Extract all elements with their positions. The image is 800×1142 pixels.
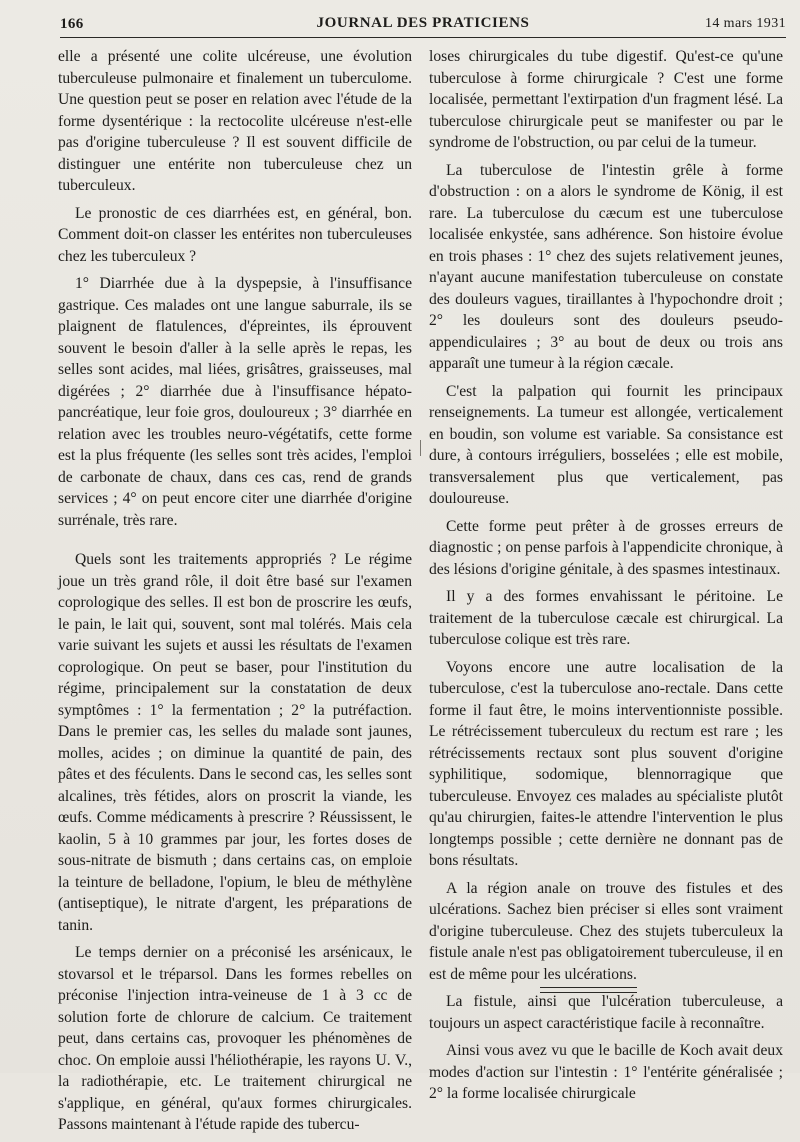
column-separator-mark (420, 440, 421, 456)
right-column (429, 46, 783, 1111)
paragraph: loses chirurgicales du tube digestif. Qu'est-ce qu'une tuberculose à forme chirurgicale ? C'est une forme localisée, permettant l'extirpation d'un fragment lésé. La tuberculose chirurgicale peut se manifester ou par le syndrome de l'obstruction, ou par celui de la tumeur. (429, 48, 783, 151)
paragraph: Quels sont les traitements appropriés ? Le régime joue un très grand rôle, il doit être basé sur l'examen coprologique des selles. Il est bon de proscrire les œufs, le pain, le lait qui, souvent, sont mal tolérés. Mais cela varie suivant les sujets et aussi les résultats de l'examen coprologique. On peut se baser, pour l'institution du régime, principalement sur la constatation de deux symptômes : 1° la fermentation ; 2° la putréfaction. Dans le premier cas, les selles du malade sont jaunes, molles, acides ; on diminue la quantité de pain, des pâtes et des féculents. Dans le second cas, les selles sont alcalines, très fétides, alors on proscrit la viande, les œufs. Comme médicaments à prescrire ? Réussissent, le kaolin, 5 à 10 grammes par jour, les fortes doses de sous-nitrate de bismuth ; dans certains cas, on emploie la teinture de belladone, l'opium, le bleu de méthylène (antiseptique), le nitrate d'argent, les préparations de tanin. (58, 551, 412, 934)
paragraph: A la région anale on trouve des fistules et des ulcérations. Sachez bien préciser si elles sont vraiment d'origine tuberculeuse. Chez des stujets tuberculeux la fistule anale n'est pas obligatoirement tuberculeuse, il en est de même pour les ulcérations. (429, 879, 783, 983)
paragraph: La fistule, ainsi que l'ulcération tuberculeuse, a toujours un aspect caractéristique facile à reconnaître. (429, 993, 783, 1032)
page-number: 166 (60, 16, 84, 32)
journal-title: JOURNAL DES PRATICIENS (316, 15, 530, 31)
paragraph: Il y a des formes envahissant le péritoine. Le traitement de la tuberculose cæcale est chirurgical. La tuberculose colique est très rare. (429, 588, 783, 648)
paragraph: Cette forme peut prêter à de grosses erreurs de diagnostic ; on pense parfois à l'appendicite chronique, à des lésions d'origine génitale, à des spasmes intestinaux. (429, 517, 783, 578)
paragraph: Voyons encore une autre localisation de la tuberculose, c'est la tuberculose ano-rectale. Dans cette forme il faut être, le moins interventionniste possible. Le rétrécissement tuberculeux du rectum est rare ; les rétrécissements rectaux sont plus souvent d'origine syphilitique, sodomique, blennorragique que tuberculeuse. Envoyez ces malades au spécialiste plutôt qu'au chirurgien, faites-le attendre l'intervention le plus longtemps possible ; cette dernière ne donnant pas de bons résultats. (429, 658, 783, 869)
paragraph: Le temps dernier on a préconisé les arsénicaux, le stovarsol et le tréparsol. Dans les formes rebelles on préconise l'injection intra-veineuse de 1 à 3 cc de solution forte de chlorure de calcium. Ce traitement peut, dans certains cas, provoquer les phénomènes de choc. On emploie aussi l'héliothérapie, les rayons U. V., la radiothérapie, etc. Le traitement chirurgical ne s'applique, en général, qu'aux formes chirurgicales. Passons maintenant à l'étude rapide des tubercu- (58, 944, 412, 1133)
issue-date: 14 mars 1931 (704, 16, 786, 31)
article-end-rule (540, 987, 637, 993)
paragraph: elle a présenté une colite ulcéreuse, une évolution tuberculeuse pulmonaire et finalement un tuberculome. Une question peut se poser en relation avec l'étude de la forme dysentérique : la rectocolite ulcéreuse n'est-elle pas d'origine tuberculeuse ? Il est souvent difficile de distinguer une entérite non tuberculeuse chez un tuberculeux. (58, 48, 412, 194)
page-header (60, 14, 786, 34)
paragraph: 1° Diarrhée due à la dyspepsie, à l'insuffisance gastrique. Ces malades ont une langue saburrale, ils se plaignent de flatulences, d'épreintes, ils éprouvent souvent le besoin d'aller à la selle après le repas, les selles sont acides, mal liées, grisâtres, graisseuses, mal digérées ; 2° diarrhée due à l'insuffisance hépato-pancréatique, leur foie gros, douloureux ; 3° diarrhée en relation avec les troubles neuro-végétatifs, cette forme est la plus fréquente (les selles sont très acides, l'emploi de carbonate de chaux, dans ces cas, rend de grands services ; 4° on peut encore citer une diarrhée d'origine surrénale, très rare. (58, 275, 412, 529)
paragraph: C'est la palpation qui fournit les principaux renseignements. La tumeur est allongée, verticalement en boudin, son volume est variable. Sa consistance est dure, à contours irréguliers, bosselées ; elle est mobile, transversalement plus que verticalement, pas douloureuse. (429, 382, 783, 507)
paragraph: Ainsi vous avez vu que le bacille de Koch avait deux modes d'action sur l'intestin : 1° l'entérite généralisée ; 2° la forme localisée chirurgicale (429, 1042, 783, 1102)
left-column (58, 46, 412, 1142)
header-rule (60, 37, 786, 38)
paragraph: Le pronostic de ces diarrhées est, en général, bon. Comment doit-on classer les entérites non tuberculeuses chez les tuberculeux ? (58, 204, 412, 265)
paragraph: La tuberculose de l'intestin grêle à forme d'obstruction : on a alors le syndrome de König, il est rare. La tuberculose du cæcum est une tuberculose localisée enkystée, sans adhérence. Son histoire évolue en trois phases : 1° chez des sujets relativement jeunes, n'ayant aucune manifestation tuberculeuse on constate des douleurs vagues, tiraillantes à l'hypochondre droit ; 2° les douleurs sont des douleurs pseudo-appendiculaires ; 3° au bout de deux ou trois ans apparaît une tumeur à la région cæcale. (429, 161, 783, 372)
